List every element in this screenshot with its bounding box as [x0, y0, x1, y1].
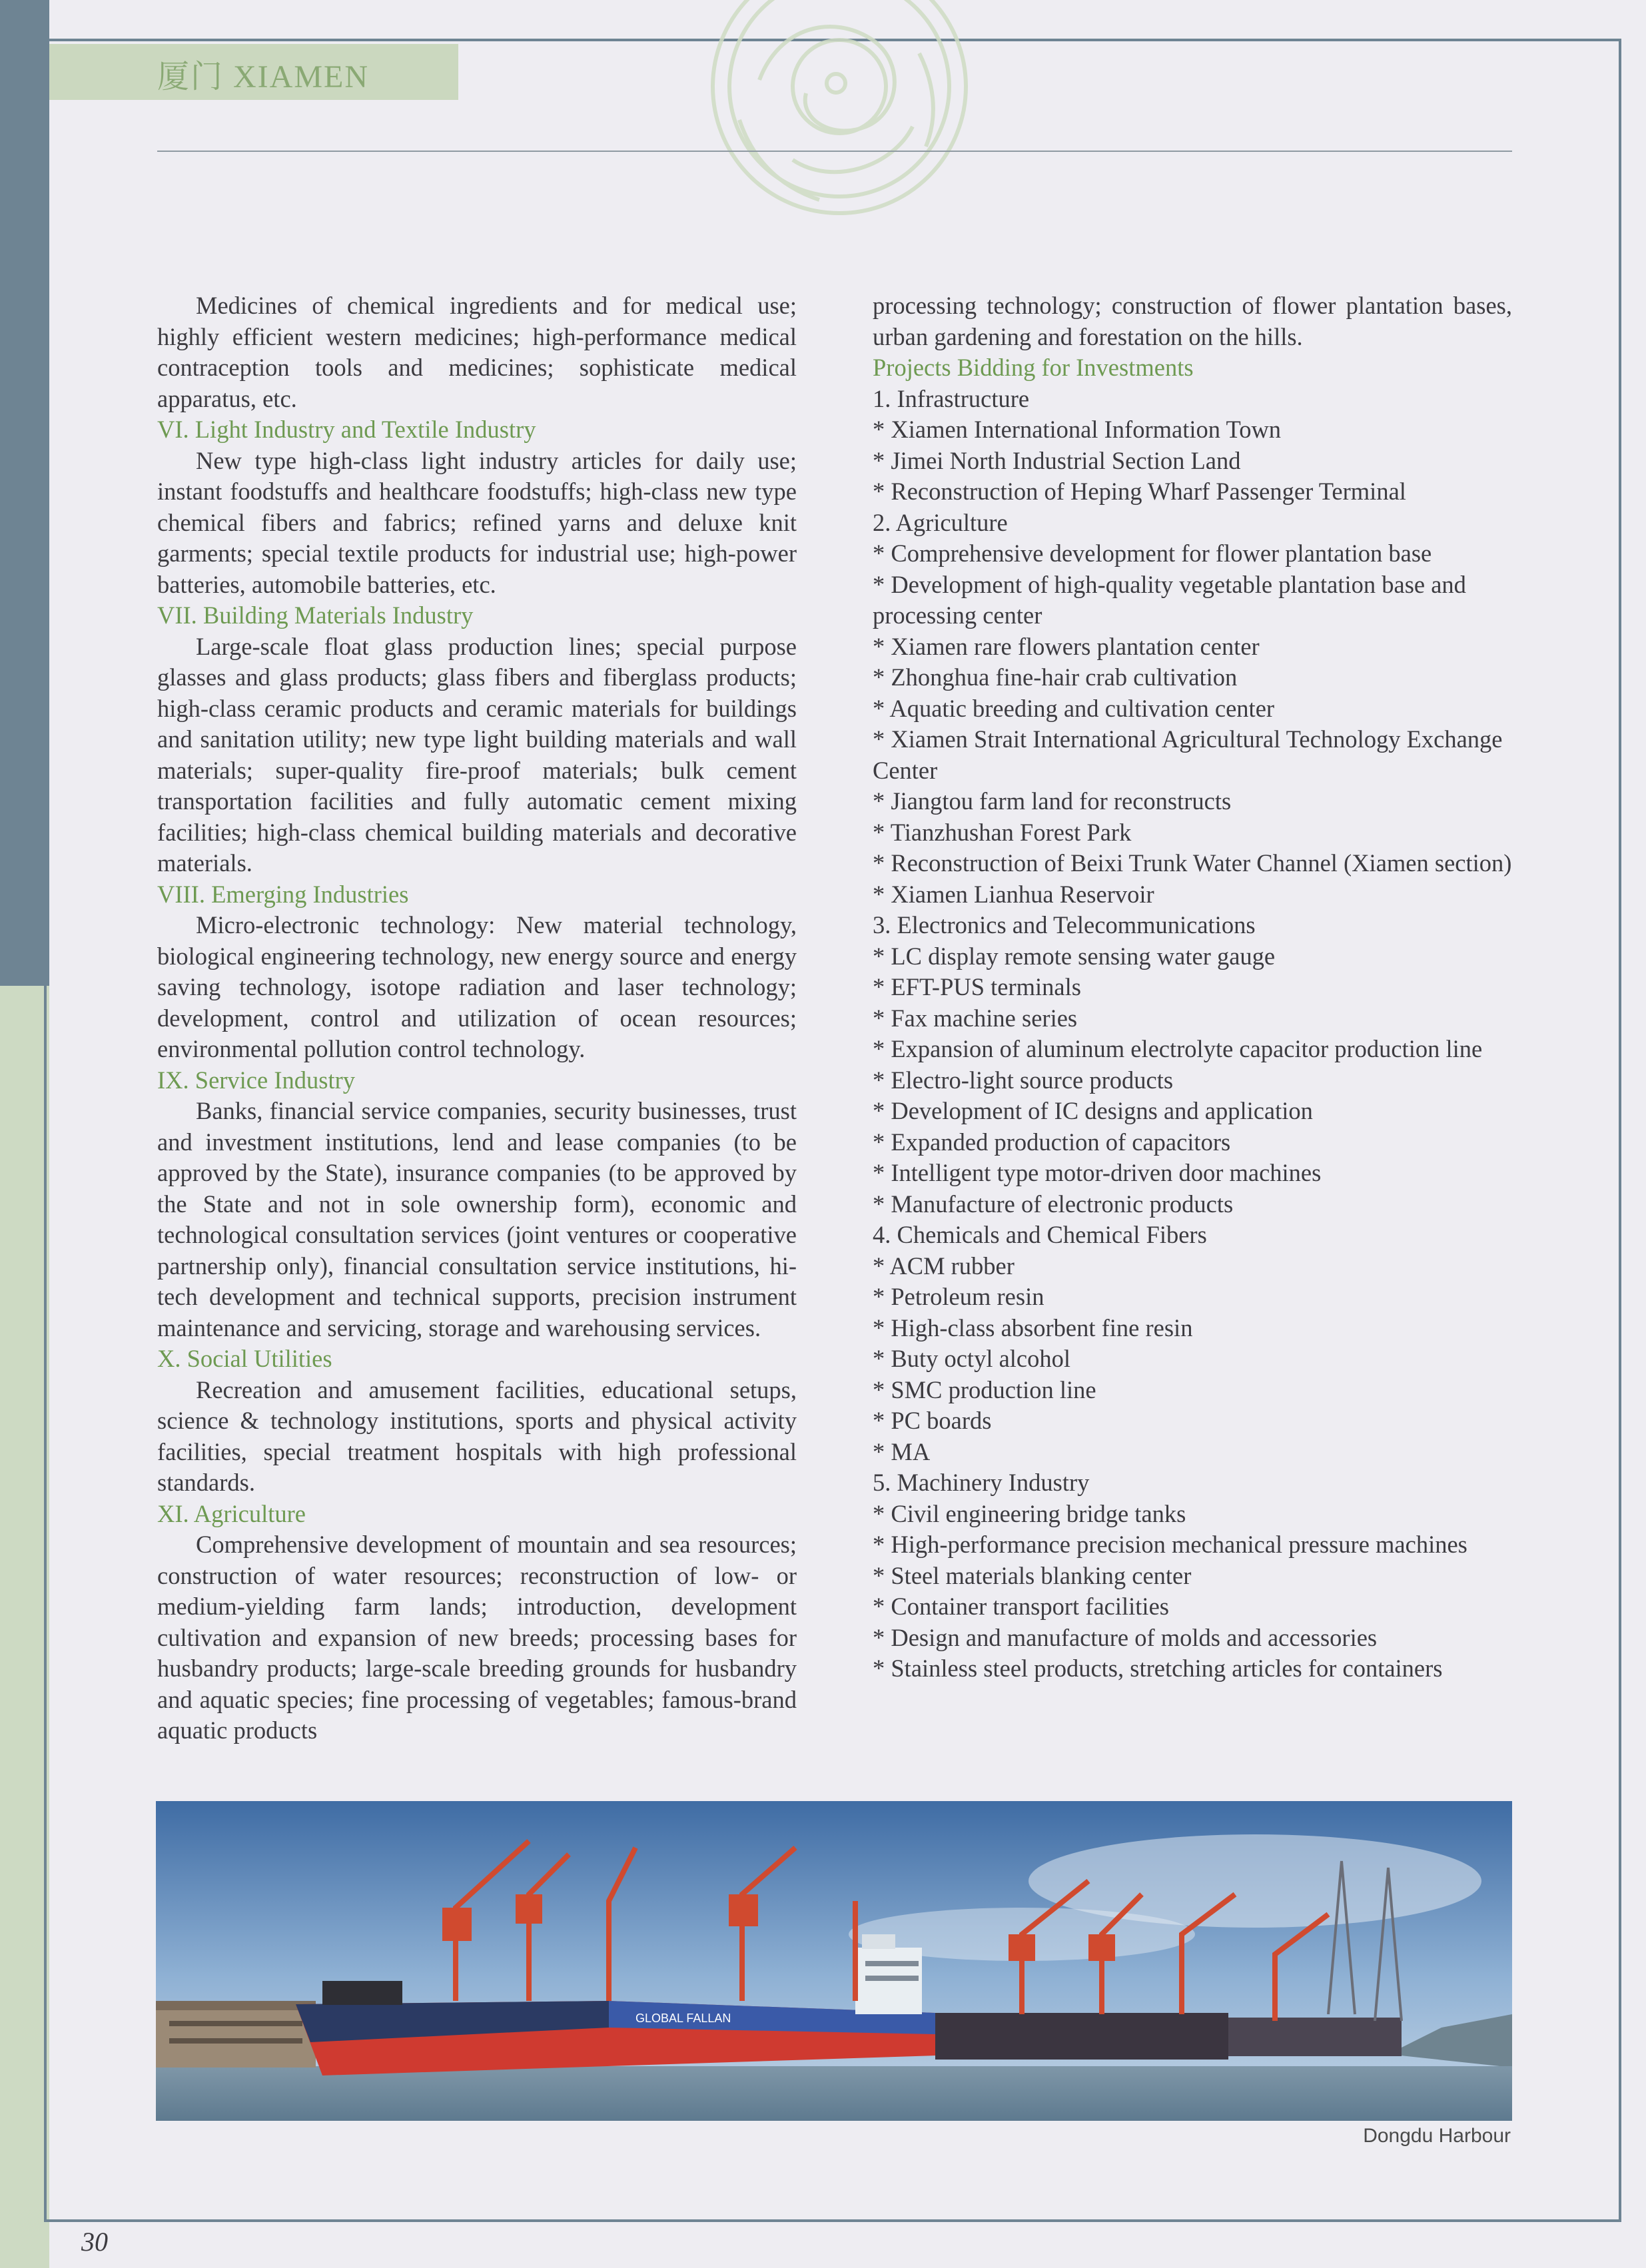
section-heading: XI. Agriculture [157, 1499, 306, 1527]
list-item: * Zhonghua fine-hair crab cultivation [873, 663, 1238, 691]
list-item: * Design and manufacture of molds and accessories [873, 1623, 1378, 1651]
spine-band-top [0, 0, 49, 986]
body-paragraph: Medicines of chemical ingredients and for medical use; highly efficient western medicines; high-performance medical contraception tools and medicines; sophisticate medical apparatus, etc. [157, 292, 797, 412]
list-item: * Electro-light source products [873, 1066, 1174, 1094]
list-item: * Xiamen rare flowers plantation center [873, 632, 1260, 660]
list-item: * Jiangtou farm land for reconstructs [873, 787, 1232, 815]
list-item: * MA [873, 1437, 931, 1465]
body-paragraph: Large-scale float glass production lines; special purpose glasses and glass products; glass fibers and fiberglass products; high-class ceramic products and ceramic materials for buildings and sanitation utility; new type light building materials and wall materials; super-quality fire-proof materials; bulk cement transportation facilities and fully automatic cement mixing facilities; high-class chemical building materials and decorative materials. [157, 632, 797, 877]
list-item: * High-performance precision mechanical pressure machines [873, 1531, 1467, 1558]
body-paragraph: Recreation and amusement facilities, educational setups, science & technology institutions, sports and physical activity facilities, special treatment hospitals with high professional standards. [157, 1375, 797, 1496]
list-item: * Expansion of aluminum electrolyte capacitor production line [873, 1035, 1483, 1062]
list-item: * Intelligent type motor-driven door machines [873, 1159, 1322, 1186]
list-item: * Xiamen Lianhua Reservoir [873, 880, 1154, 908]
section-heading: VI. Light Industry and Textile Industry [157, 416, 536, 443]
body-paragraph-continued: processing technology; construction of flower plantation bases, urban gardening and forestation on the hills. [873, 292, 1512, 350]
body-paragraph: New type high-class light industry articles for daily use; instant foodstuffs and healthcare foodstuffs; high-class new type chemical fibers and fabrics; refined yarns and deluxe knit garments; special textile products for industrial use; high-power batteries, automobile batteries, etc. [157, 446, 797, 598]
ship-name-text: GLOBAL FALLAN [635, 2012, 731, 2025]
list-item: * Tianzhushan Forest Park [873, 818, 1132, 846]
page-number: 30 [81, 2227, 108, 2257]
list-item: * EFT-PUS terminals [873, 973, 1081, 1000]
list-item: * Stainless steel products, stretching articles for containers [873, 1655, 1443, 1682]
decorative-seal-watermark [699, 0, 979, 230]
list-item: * Xiamen Strait International Agricultural Technology Exchange Center [873, 725, 1503, 784]
body-paragraph: Comprehensive development of mountain and sea resources; construction of water resources; reconstruction of low- or medium-yielding farm lands; introduction, development cultivation and expansion of new breeds; processing bases for husbandry products; large-scale breeding grounds for husbandry and aquatic species; fine processing of vegetables; famous-brand aquatic products [157, 1531, 797, 1744]
section-heading: Projects Bidding for Investments [873, 354, 1194, 381]
list-item: * Development of IC designs and application [873, 1097, 1313, 1124]
list-item: * ACM rubber [873, 1252, 1015, 1280]
list-item: * Comprehensive development for flower plantation base [873, 540, 1432, 567]
list-item: * Civil engineering bridge tanks [873, 1499, 1186, 1527]
harbour-photo [156, 1801, 1512, 2121]
list-item: * Petroleum resin [873, 1283, 1044, 1310]
list-item: * Fax machine series [873, 1004, 1078, 1032]
list-item: * PC boards [873, 1407, 992, 1434]
list-item: * LC display remote sensing water gauge [873, 942, 1276, 970]
list-item: * Xiamen International Information Town [873, 416, 1282, 443]
section-heading: X. Social Utilities [157, 1345, 332, 1372]
list-item: * Reconstruction of Beixi Trunk Water Channel (Xiamen section) [873, 849, 1512, 877]
list-item: 3. Electronics and Telecommunications [873, 911, 1256, 939]
list-item: * Aquatic breeding and cultivation center [873, 694, 1275, 722]
list-item: * Steel materials blanking center [873, 1561, 1192, 1589]
list-item: * Manufacture of electronic products [873, 1190, 1234, 1218]
photo-caption: Dongdu Harbour [1363, 2125, 1511, 2147]
section-heading: IX. Service Industry [157, 1066, 355, 1094]
right-column [873, 290, 1512, 1685]
spine-band-bottom [0, 986, 49, 2268]
section-heading: VIII. Emerging Industries [157, 880, 409, 908]
left-column [157, 290, 797, 1746]
list-item: 2. Agriculture [873, 508, 1008, 536]
list-item: * Reconstruction of Heping Wharf Passenger Terminal [873, 478, 1406, 505]
section-heading: VII. Building Materials Industry [157, 601, 474, 629]
section-label: 厦门 XIAMEN [157, 59, 369, 95]
list-item: * High-class absorbent fine resin [873, 1314, 1193, 1341]
list-item: * SMC production line [873, 1375, 1096, 1403]
list-item: 5. Machinery Industry [873, 1469, 1090, 1496]
list-item: * Buty octyl alcohol [873, 1345, 1071, 1372]
list-item: 1. Infrastructure [873, 384, 1030, 412]
list-item: * Container transport facilities [873, 1593, 1169, 1620]
list-item: * Expanded production of capacitors [873, 1128, 1231, 1156]
list-item: 4. Chemicals and Chemical Fibers [873, 1221, 1207, 1248]
list-item: * Development of high-quality vegetable plantation base and processing center [873, 570, 1466, 629]
list-item: * Jimei North Industrial Section Land [873, 446, 1241, 474]
header-rule [157, 151, 1512, 152]
body-paragraph: Micro-electronic technology: New material technology, biological engineering technology, new energy source and energy saving technology, isotope radiation and laser technology; development, control and utilization of ocean resources; environmental pollution control technology. [157, 911, 797, 1062]
body-paragraph: Banks, financial service companies, security businesses, trust and investment institutions, lend and lease companies (to be approved by the State), insurance companies (to be approved by the State and not in sole ownership form), economic and technological consultation services (joint ventures or cooperative partnership only), financial consultation service institutions, hi-tech development and technical supports, precision instrument maintenance and servicing, storage and warehousing services. [157, 1097, 797, 1341]
